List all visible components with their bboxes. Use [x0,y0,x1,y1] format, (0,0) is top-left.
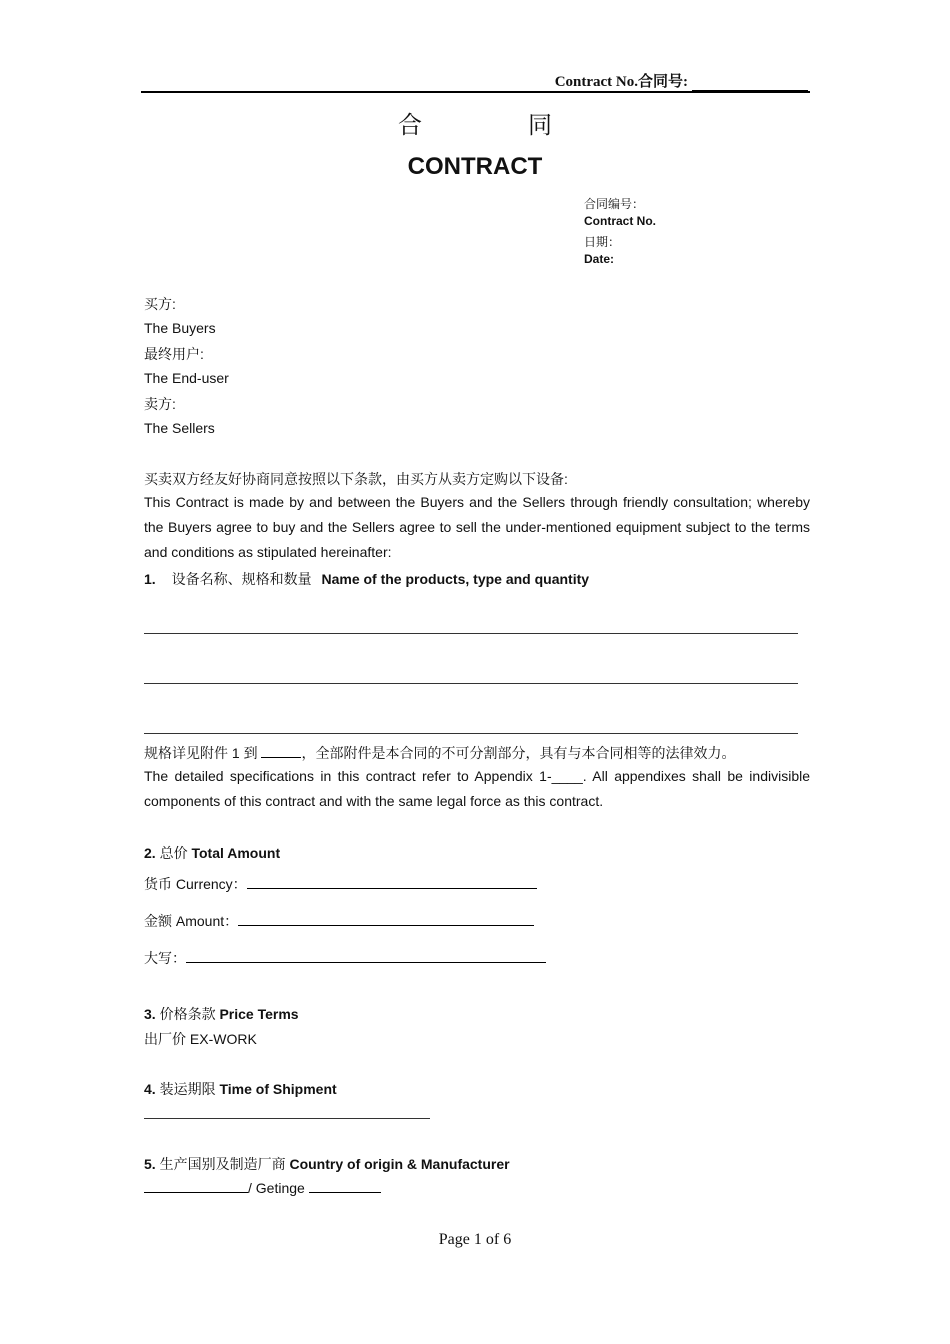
manufacturer-value: / Getinge [248,1180,305,1196]
section1-cn: 设备名称、规格和数量 [171,571,312,587]
price-terms-value: 出厂价 EX-WORK [144,1031,257,1047]
section5-en: Country of origin & Manufacturer [289,1156,510,1172]
section1-en: Name of the products, type and quantity [321,571,590,587]
section2-en: Total Amount [191,845,281,861]
section1-heading [144,569,589,589]
words-field[interactable] [186,949,546,963]
words-label: 大写： [144,950,186,966]
header-contract-no [555,70,808,91]
section3-heading [144,1004,299,1024]
page-number: Page 1 of 6 [438,1231,512,1248]
section4-num: 4. [144,1081,156,1097]
section4-cn: 装运期限 [159,1081,216,1097]
intro-cn: 买卖双方经友好协商同意按照以下条款，由买方从卖方定购以下设备: [144,471,568,487]
section3-num: 3. [144,1006,156,1022]
meta-contract-no-en: Contract No. [584,214,656,228]
title-cn: 合 同 [398,113,602,139]
section2-heading [144,843,280,863]
words-row [144,948,546,968]
section4-en: Time of Shipment [219,1081,337,1097]
meta-contract-no-cn: 合同编号： [584,197,645,211]
appendix-en: The detailed specifications in this contract refer to Appendix 1-____. All appendixes shall be indivisible components of this contract and with the same legal force as this contract. [144,768,810,809]
product-line-2[interactable] [144,683,798,684]
meta-date-en: Date: [584,252,615,266]
intro-en: This Contract is made by and between the Buyers and the Sellers through friendly consultation; whereby the Buyers agree to buy and the Sellers agree to sell the under-mentioned equipment subject to the terms and conditions as stipulated hereinafter: [144,494,810,560]
manufacturer-extra-field[interactable] [309,1179,381,1193]
header-contract-no-label: Contract No.合同号: [554,74,688,90]
amount-field[interactable] [238,912,534,926]
end-user-cn: 最终用户: [144,346,204,362]
origin-row [144,1179,381,1196]
amount-row [144,911,534,931]
section5-heading [144,1154,510,1174]
section2-cn: 总价 [159,845,188,861]
appendix-range-blank[interactable] [261,744,301,758]
buyers-cn: 买方: [144,296,176,312]
section1-num: 1. [144,571,156,587]
buyers-en: The Buyers [144,320,216,336]
section2-num: 2. [144,845,156,861]
section5-num: 5. [144,1156,156,1172]
shipment-field[interactable] [144,1118,430,1119]
origin-country-field[interactable] [144,1179,248,1193]
amount-label: 金额 Amount： [144,913,239,929]
end-user-en: The End-user [144,370,229,386]
product-line-3[interactable] [144,733,798,734]
product-line-1[interactable] [144,633,798,634]
appendix-cn [144,743,735,763]
section3-en: Price Terms [219,1006,299,1022]
currency-label: 货币 Currency： [144,876,247,892]
sellers-en: The Sellers [144,420,215,436]
title-en: CONTRACT [407,153,543,180]
currency-field[interactable] [247,875,537,889]
sellers-cn: 卖方: [144,396,176,412]
header-contract-no-blank[interactable] [692,76,808,91]
appendix-cn-a: 规格详见附件 1 到 [144,745,262,761]
section3-cn: 价格条款 [159,1006,216,1022]
appendix-cn-b: ，全部附件是本合同的不可分割部分，具有与本合同相等的法律效力。 [301,745,736,761]
section5-cn: 生产国别及制造厂商 [159,1156,286,1172]
section4-heading [144,1079,337,1099]
header-rule [141,91,810,93]
currency-row [144,874,537,894]
meta-date-cn: 日期： [584,235,621,249]
